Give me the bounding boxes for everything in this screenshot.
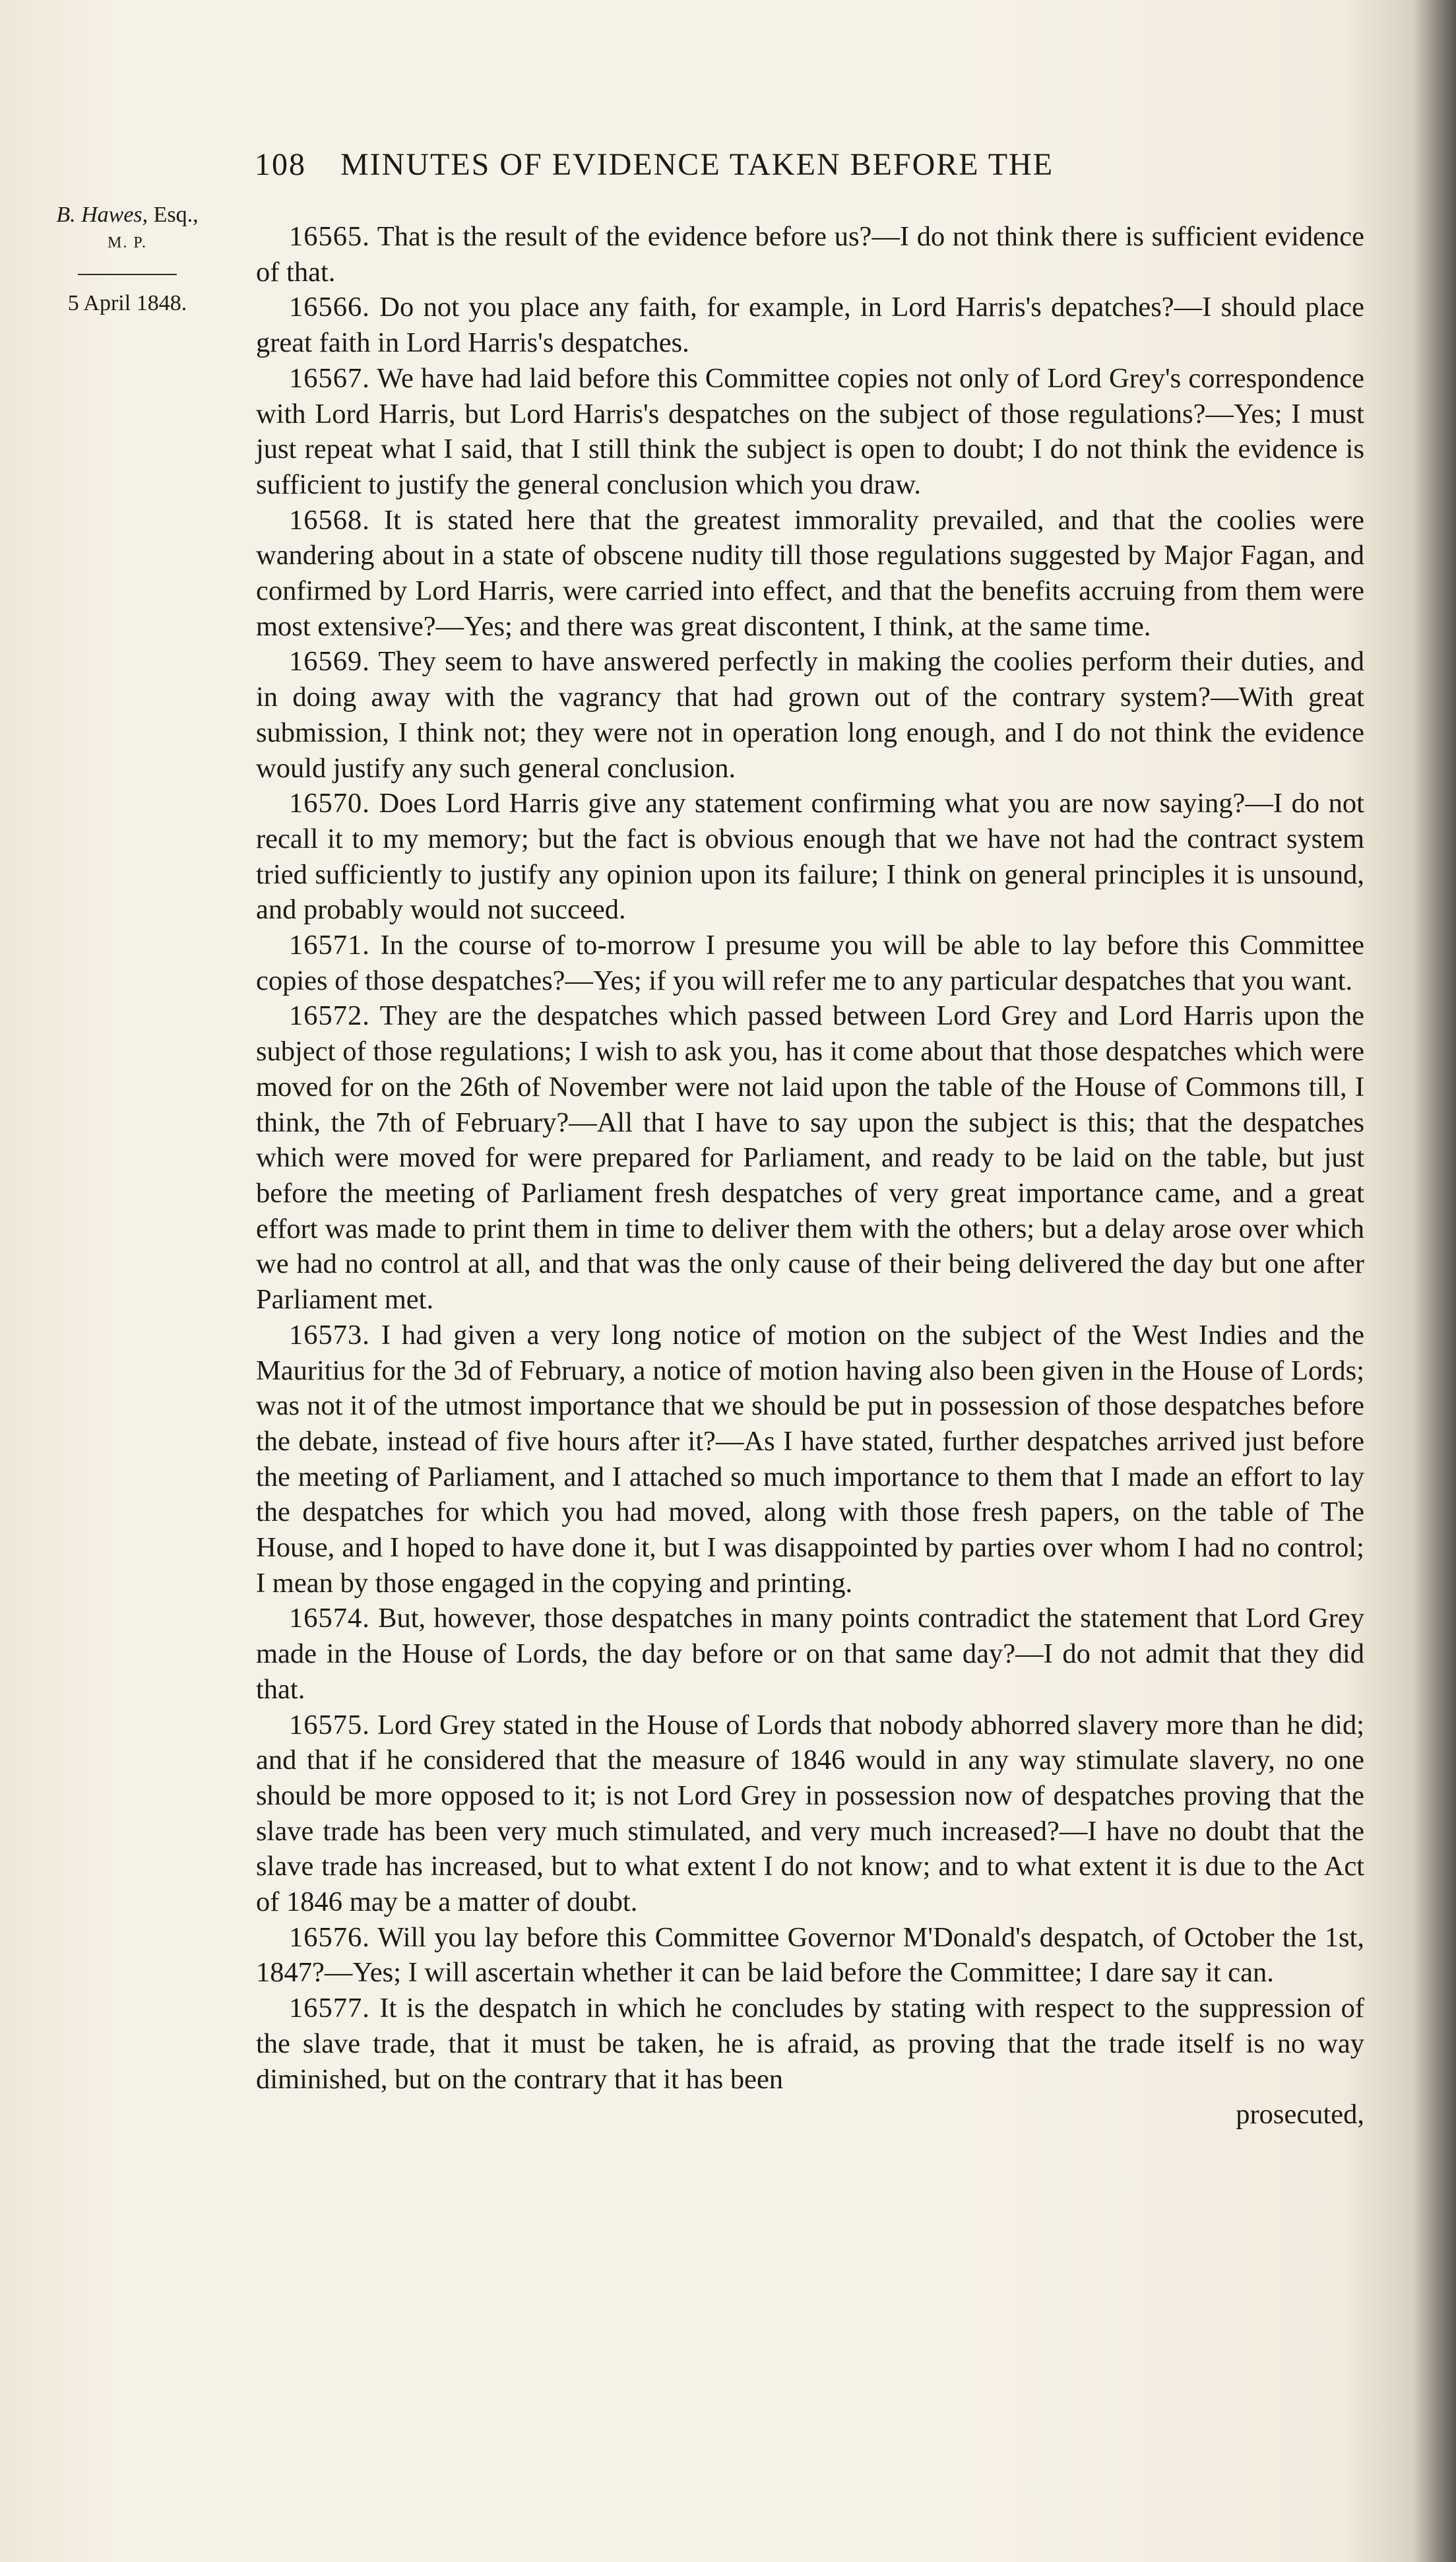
margin-date: 5 April 1848. (67, 291, 187, 315)
running-head (255, 146, 1370, 183)
witness-title: M. P. (107, 234, 148, 251)
question-paragraph (256, 290, 1364, 360)
page-number: 108 (255, 147, 306, 182)
question-paragraph (256, 361, 1364, 503)
question-number: 16574. (289, 1603, 370, 1634)
question-paragraph (256, 1318, 1364, 1601)
question-text: In the course of to-morrow I presume you will be able to lay before this Committee copies of those despatches?—Yes; if you will refer me to any particular despatches that you want. (256, 930, 1365, 996)
question-number: 16575. (289, 1709, 370, 1741)
question-text: But, however, those despatches in many points contradict the statement that Lord Grey made in the House of Lords, the day before or on that same day?—I do not admit that they did that. (256, 1603, 1365, 1705)
question-text: I had given a very long notice of motion on the subject of the West Indies and the Mauritius for the 3d of February, a notice of motion having also been given in the House of Lords; was not it of the utmost importance that we should be put in possession of those despatches before the debate, instead of five hours after it?—As I have stated, further despatches arrived just before the meeting of Parliament, and I attached so much importance to them that I made an effort to lay the despatches for which you had moved, along with those fresh papers, on the table of The House, and I hoped to have done it, but I was disappointed by parties over whom I had no control; I mean by those engaged in the copying and printing. (256, 1319, 1364, 1599)
question-paragraph (256, 503, 1364, 645)
page-title: MINUTES OF EVIDENCE TAKEN BEFORE THE (340, 147, 1054, 182)
question-text: That is the result of the evidence before us?—I do not think there is sufficient evidence of that. (256, 221, 1364, 288)
question-number: 16565. (289, 221, 370, 252)
question-text: It is the despatch in which he concludes by stating with respect to the suppression of the slave trade, that it must be taken, he is afraid, as proving that the trade itself is no way diminished, but on the contrary that it has been (256, 1993, 1364, 2095)
question-number: 16577. (289, 1993, 370, 2024)
question-text: They seem to have answered perfectly in making the coolies perform their duties, and in doing away with the vagrancy that had grown out of the contrary system?—With great submission, I think not; they were not in operation long enough, and I do not think the evidence would justify any such general conclusion. (256, 646, 1365, 784)
question-number: 16566. (289, 292, 370, 323)
question-number: 16571. (289, 930, 370, 961)
question-text: It is stated here that the greatest immorality prevailed, and that the coolies were wandering about in a state of obscene nudity till those regulations suggested by Major Fagan, and confirmed by Lord Harris, were carried into effect, and that the benefits accruing from them were most extensive?—Yes; and there was great discontent, I think, at the same time. (256, 504, 1365, 642)
question-paragraph (256, 928, 1364, 998)
question-paragraph (256, 786, 1364, 928)
witness-suffix: Esq., (153, 203, 199, 227)
question-paragraph (256, 1708, 1364, 1920)
evidence-text (256, 219, 1364, 2132)
question-paragraph (256, 1920, 1364, 1991)
witness-name: B. Hawes, (56, 203, 148, 227)
margin-rule (78, 274, 177, 275)
question-number: 16569. (289, 646, 370, 678)
margin-notes (51, 201, 249, 316)
question-number: 16576. (289, 1921, 370, 1953)
catchword: prosecuted, (1236, 2099, 1364, 2130)
question-paragraph (256, 644, 1364, 786)
question-paragraph (256, 1601, 1364, 1707)
question-number: 16568. (289, 504, 370, 536)
question-paragraph (256, 219, 1364, 290)
question-text: Will you lay before this Committee Governor M'Donald's despatch, of October the 1st, 1847?—Yes; I will ascertain whether it can be laid before the Committee; I dare say it can. (256, 1921, 1364, 1989)
question-paragraph (256, 1991, 1364, 2097)
question-text: Lord Grey stated in the House of Lords that nobody abhorred slavery more than he did; and that if he considered that the measure of 1846 would in any way stimulate slavery, no one should be more opposed to it; is not Lord Grey in possession now of despatches proving that the slave trade has been very much stimulated, and very much increased?—I have no doubt that the slave trade has increased, but to what extent I do not know; and to what extent it is due to the Act of 1846 may be a matter of doubt. (256, 1709, 1364, 1918)
question-paragraph (256, 998, 1364, 1317)
question-text: They are the despatches which passed between Lord Grey and Lord Harris upon the subject of those regulations; I wish to ask you, has it come about that those despatches which were moved for on the 26th of November were not laid upon the table of the House of Commons till, I think, the 7th of February?—All that I have to say upon the subject is this; that the despatches which were moved for were prepared for Parliament, and ready to be laid on the table, but just before the meeting of Parliament fresh despatches of very great importance came, and a great effort was made to print them in time to deliver them with the others; but a delay arose over which we had no control at all, and that was the only cause of their being delivered the day but one after Parliament met. (256, 1000, 1365, 1316)
question-number: 16573. (289, 1319, 370, 1351)
question-number: 16572. (289, 1000, 370, 1032)
question-number: 16570. (289, 788, 370, 819)
question-text: Do not you place any faith, for example, in Lord Harris's depatches?—I should place great faith in Lord Harris's despatches. (256, 292, 1365, 359)
witness-note (51, 201, 203, 257)
question-text: We have had laid before this Committee copies not only of Lord Grey's correspondence with Lord Harris, but Lord Harris's despatches on the subject of those regulations?—Yes; I must just repeat what I said, that I still think the subject is open to doubt; I do not think the evidence is sufficient to justify the general conclusion which you draw. (256, 362, 1364, 500)
question-number: 16567. (289, 362, 370, 394)
question-text: Does Lord Harris give any statement confirming what you are now saying?—I do not recall it to my memory; but the fact is obvious enough that we have not had the contract system tried sufficiently to justify any opinion upon its failure; I think on general principles it is unsound, and probably would not succeed. (256, 788, 1364, 926)
